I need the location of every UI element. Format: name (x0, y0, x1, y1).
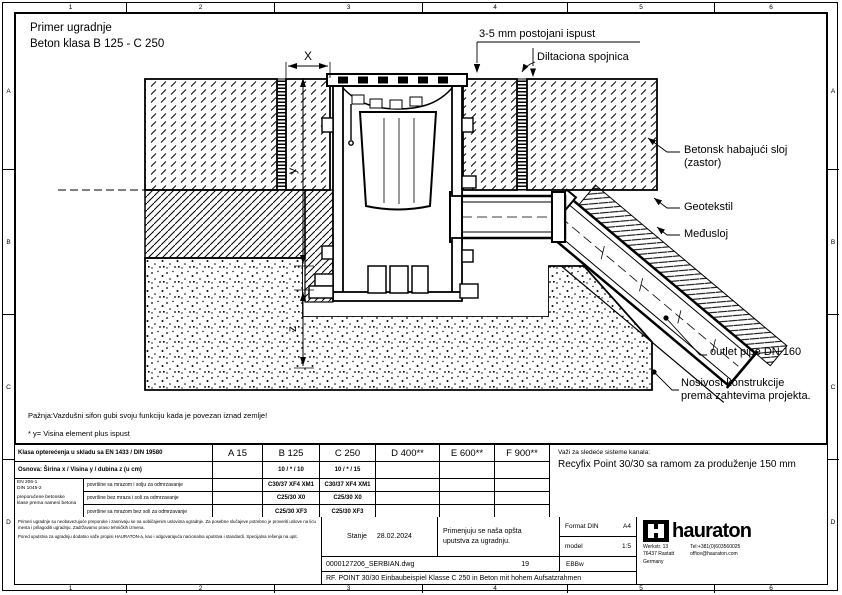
company-address-postal (643, 544, 674, 566)
general-note-line: uputstva za ugradnju. (443, 537, 510, 545)
table-cell (213, 462, 263, 479)
table-cell (495, 492, 550, 505)
table-cell (495, 462, 550, 479)
disclaimer-paragraph: Primeri ugradnje su neobavezujuće preporuke i zasnivaju se na uobičajenim uslovima ugradnje. Za posebne slučajeve potrebno je proveriti uslove na licu mesta i prilagoditi ugradnju. Zadržavamo pravo tehničkih izmena. (18, 519, 317, 530)
zone-number: 1 (68, 4, 73, 11)
table-cell (376, 492, 440, 505)
standard-note: klase prema nameni betona (17, 500, 77, 506)
annotation-geotextile: Geotekstil (684, 201, 733, 213)
table-cell (213, 479, 263, 492)
scale-cell (560, 537, 637, 557)
scale-label: model (565, 543, 583, 550)
table-cell: C30/37 XF4 XM1 (320, 479, 376, 492)
annotation-bearing (681, 377, 811, 403)
outlet-pipe-horizontal (450, 192, 565, 242)
zone-letter: D (830, 518, 836, 526)
zone-number: 5 (639, 585, 643, 592)
table-cell (495, 479, 550, 492)
table-cell: C30/37 XF4 XM1 (263, 479, 320, 492)
dimension-x-label: X (303, 49, 313, 63)
table-cell (440, 479, 495, 492)
scale-value: 1:5 (621, 543, 631, 550)
drawing-heading (30, 20, 164, 52)
annotation-protrusion: 3-5 mm postojani ispust (479, 28, 596, 40)
hauraton-logo-icon (643, 520, 669, 542)
zone-number: 6 (769, 585, 773, 592)
zone-letter: A (830, 87, 836, 95)
general-note-cell (438, 517, 560, 557)
zone-number: 1 (68, 585, 73, 592)
table-cell: C25/30 XF3 (263, 505, 320, 519)
zone-letter: B (6, 238, 11, 246)
class-header-a15: A 15 (213, 445, 263, 462)
standard-line: DIN 1045-2 (17, 485, 42, 491)
zone-letter: C (830, 383, 836, 391)
zone-number: 4 (493, 585, 497, 592)
company-phone: Tel:+381(0)603560025 (690, 544, 741, 550)
table-cell: C25/30 X0 (320, 492, 376, 505)
note-warning: Pažnja:Vazdušni sifon gubi svoju funkciju kada je povezan iznad zemlje! (28, 411, 268, 420)
valid-systems-value: Recyfix Point 30/30 sa ramom za produženje 150 mm (558, 459, 796, 470)
address-line: 76437 Rastatt (643, 551, 675, 558)
company-address (643, 544, 740, 566)
company-name: hauraton (672, 520, 752, 542)
annotation-bearing-line2: prema zahtevima projekta. (681, 389, 811, 402)
status-label: Stanje (347, 533, 367, 540)
disclaimer-cell (15, 517, 322, 584)
table-cell (440, 492, 495, 505)
address-line: Werkstr. 13 (643, 544, 669, 550)
company-email: office@hauraton.com (690, 551, 738, 558)
zone-number: 6 (769, 4, 773, 11)
class-header-e600: E 600** (440, 445, 495, 462)
valid-systems-heading: Važi za sledeće sisteme kanala: (558, 449, 651, 456)
class-header-c250: C 250 (320, 445, 376, 462)
table-cell (376, 479, 440, 492)
sheet-number: 19 (521, 560, 529, 568)
table-header-standard: Klasa opterećenja u skladu sa EN 1433 / DIN 19580 (15, 445, 213, 462)
class-header-b125: B 125 (263, 445, 320, 462)
zone-number: 2 (198, 4, 203, 11)
drawing-heading-line2: Beton klasa B 125 - C 250 (30, 38, 165, 51)
standard-note: preporučene betonske (17, 494, 65, 500)
zone-number: 3 (346, 585, 351, 592)
annotation-bearing-line1: Nosivost konstrukcije (681, 377, 785, 389)
dimension-x (286, 49, 330, 78)
zone-number: 2 (198, 585, 203, 592)
table-cell: 10 / * / 10 (263, 462, 320, 479)
annotation-wearing-line2: (zastor) (684, 156, 722, 169)
general-note-line: Primenjuju se naša opšta (443, 528, 522, 536)
sediment-bucket (360, 112, 436, 210)
table-cell (213, 492, 263, 505)
address-line: Germany (643, 558, 664, 565)
table-row-base-label: Osnova: Širina x / Visina y / dubina z (u cm) (15, 462, 213, 479)
concrete-standard-cell (15, 479, 84, 519)
table-cell: C25/30 X0 (263, 492, 320, 505)
format-value: A4 (623, 523, 631, 530)
zone-number: 3 (346, 4, 351, 11)
editor-cell: EBBw (560, 557, 637, 572)
format-cell (560, 517, 637, 537)
exposure-row-label: površine bez mraza i soli za odmrzavanje (84, 492, 213, 505)
zone-number: 4 (493, 4, 497, 11)
table-cell: 10 / * / 15 (320, 462, 376, 479)
exposure-row-label: površine sa mrazom i solju za odmrzavanje (84, 479, 213, 492)
point-drain-unit (309, 74, 478, 301)
table-cell: C25/30 XF3 (320, 505, 376, 519)
file-name: 0000127206_SERBIAN.dwg (326, 560, 415, 568)
table-cell (376, 462, 440, 479)
status-date: 28.02.2024 (376, 533, 412, 540)
annotation-wearing-course (684, 144, 787, 170)
valid-systems-panel (550, 445, 827, 519)
title-block (15, 517, 827, 584)
disclaimer-paragraph: Pored uputstva za ugradnju dodatno važe propisi HAURATON-a, kao i odgovarajuća nacionalna uputstva i standardi. Specijalna rešenja na upit. (18, 534, 298, 540)
zone-letter: D (6, 518, 11, 526)
annotation-expansion-joint: Diltaciona spojnica (537, 51, 629, 63)
format-label: Format DIN (565, 523, 599, 530)
drawing-heading-line1: Primer ugradnje (30, 22, 112, 34)
dimension-z-label: z (285, 326, 299, 332)
zone-letter: C (6, 383, 11, 391)
class-header-f900: F 900** (495, 445, 550, 462)
drawing-title-cell: RF. POINT 30/30 Einbaubeispiel Klasse C 250 in Beton mit hohem Aufsatzrahmen (322, 572, 637, 584)
zone-letter: A (6, 87, 11, 95)
annotation-outlet-pipe: outlet pipe DN 160 (710, 346, 802, 358)
dimension-y-label: y (285, 168, 299, 174)
file-name-cell (322, 557, 560, 572)
expansion-joint-right (517, 79, 527, 190)
standard-line: EN 206-1 (17, 480, 38, 485)
company-block (637, 517, 827, 584)
note-footnote: * y= Visina element plus ispust (28, 429, 130, 438)
company-logo (643, 520, 751, 542)
table-cell (440, 462, 495, 479)
company-contact (690, 544, 740, 566)
annotation-interlayer: Međusloj (684, 228, 729, 240)
load-class-table (15, 443, 827, 517)
class-header-d400: D 400** (376, 445, 440, 462)
exposure-row-label: površine sa mrazom bez soli za odmrzavanje (84, 505, 213, 519)
status-cell (322, 517, 438, 557)
zone-letter: B (830, 238, 836, 246)
annotation-wearing-line1: Betonsk habajući sloj (684, 144, 788, 156)
zone-number: 5 (639, 4, 643, 11)
